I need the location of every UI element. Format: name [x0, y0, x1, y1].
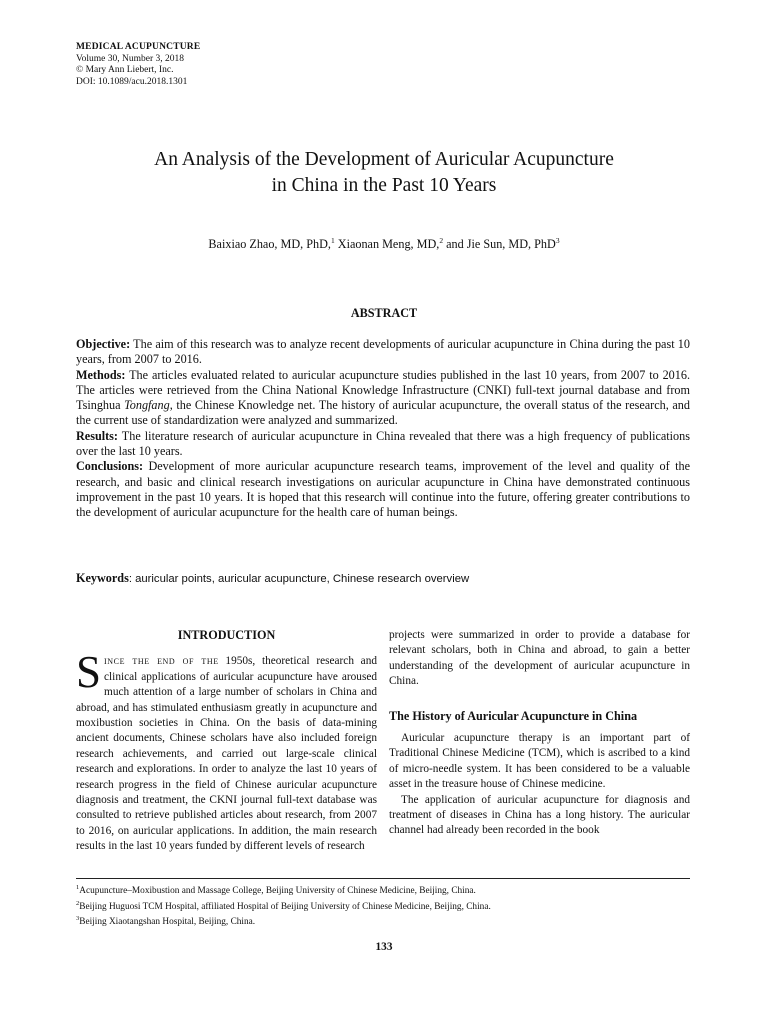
author-3: and Jie Sun, MD, PhD: [443, 237, 556, 252]
keywords-label: Keywords: [76, 571, 129, 585]
results-text: The literature research of auricular acupuncture in China revealed that there was a high frequency of publications over the last 10 years.: [76, 428, 690, 459]
objective-label: Objective:: [76, 337, 131, 351]
keywords-text: : auricular points, auricular acupuncture, Chinese research overview: [128, 573, 470, 585]
column-left: [76, 628, 377, 855]
methods-text: The articles evaluated related to auricular acupuncture studies published in the last 10 years, from 2007 to 2016. The articles were retrieved from the China National Knowledge Infrastructure (CNKI) full-text journal database and from Tsinghua: [76, 367, 690, 413]
history-paragraph-1: Auricular acupuncture therapy is an important part of Traditional Chinese Medicine (TCM), which is ascribed to a kind of micro-needle system. It has been considered to be a valuable asset in the treasure house of Chinese medicine.: [389, 732, 690, 791]
conclusions-text: Development of more auricular acupuncture research teams, improvement of the level and quality of the research, and basic and clinical research investigations on auricular acupuncture in China have demonstrated continuous improvement in the past 10 years. It is hoped that this research will continue into the future, offering greater contributions to the development of auricular acupuncture for the health care of human beings.: [76, 459, 690, 520]
abstract-results: [76, 429, 690, 460]
abstract-body: [76, 337, 690, 521]
footnote-2-marker: 2: [76, 899, 80, 907]
title-line-1: An Analysis of the Development of Auricular Acupuncture: [154, 149, 614, 170]
keywords: [76, 571, 690, 586]
methods-italic-term: Tongfang: [124, 398, 170, 413]
results-label: Results:: [76, 428, 118, 443]
drop-cap: S: [76, 647, 102, 698]
abstract-conclusions: [76, 459, 690, 520]
title-line-2: in China in the Past 10 Years: [271, 175, 497, 196]
footnote-3-marker: 3: [76, 915, 80, 923]
history-paragraph-2: The application of auricular acupuncture for diagnosis and treatment of diseases in China has a long history. The auricular channel had already been recorded in the book: [389, 793, 690, 837]
introduction-paragraph: [76, 647, 377, 854]
article-title: [60, 147, 708, 199]
author-3-affiliation: 3: [555, 236, 560, 245]
journal-header: [76, 42, 200, 88]
footnote-1: [76, 882, 690, 898]
footnotes: [76, 882, 690, 929]
methods-label: Methods:: [76, 367, 126, 382]
footnote-3-text: Beijing Xiaotangshan Hospital, Beijing, China.: [79, 917, 256, 928]
footnote-3: [76, 913, 690, 929]
footnote-2: [76, 898, 690, 914]
intro-text: 1950s, theoretical research and clinical applications of auricular acupuncture have aroused much attention of a large number of scholars in China and abroad, and has stimulated enthusiasm greatly in acupuncture and moxibustion societies in China. On the basis of data-mining ancient documents, Chinese scholars have also included foreign research achievements, and carried out large-scale clinical research and explorations. In order to analyze the last 10 years of research progress in the field of Chinese auricular acupuncture diagnosis and treatment, the CKNI journal full-text database was consulted to retrieve published articles about research, from 2007 to 2016, on auricular applications. In addition, the main research results in the last 10 years funded by different levels of research: [76, 655, 377, 853]
history-heading: The History of Auricular Acupuncture in China: [389, 708, 638, 723]
journal-doi: DOI: 10.1089/acu.2018.1301: [76, 76, 188, 87]
footnote-2-text: Beijing Huguosi TCM Hospital, affiliated Hospital of Beijing University of Chinese Medicine, Beijing, China.: [79, 901, 491, 912]
footnote-1-marker: 1: [76, 884, 80, 891]
author-2-affiliation: 2: [439, 236, 444, 245]
author-2: Xiaonan Meng, MD,: [334, 237, 440, 252]
journal-volume: Volume 30, Number 3, 2018: [76, 53, 185, 64]
conclusions-label: Conclusions:: [76, 459, 144, 474]
abstract-methods: [76, 368, 690, 429]
abstract-heading: ABSTRACT: [350, 306, 418, 320]
author-1: Baixiao Zhao, MD, PhD,: [208, 237, 331, 252]
footnote-divider: [76, 878, 690, 879]
journal-copyright: © Mary Ann Liebert, Inc.: [76, 65, 174, 75]
abstract-objective: [76, 337, 690, 368]
objective-text: The aim of this research was to analyze recent developments of auricular acupuncture in China during the past 10 years, from 2007 to 2016.: [76, 337, 690, 367]
intro-small-caps: ince the end of the: [104, 655, 219, 668]
page-number: 133: [375, 941, 393, 953]
methods-text-continued: , the Chinese Knowledge net. The history of auricular acupuncture, the overall status of the research, and the current use of standardization were analyzed and summarized.: [76, 398, 690, 428]
footnote-1-text: Acupuncture–Moxibustion and Massage College, Beijing University of Chinese Medicine, Beijing, China.: [79, 886, 476, 897]
introduction-heading: INTRODUCTION: [177, 628, 276, 642]
introduction-continued: projects were summarized in order to provide a database for relevant scholars, both in China and abroad, to gain a better understanding of the development of auricular acupuncture in China.: [389, 629, 690, 688]
author-list: [60, 236, 708, 252]
journal-name: MEDICAL ACUPUNCTURE: [76, 42, 201, 52]
author-1-affiliation: 1: [330, 236, 335, 245]
column-right: [389, 628, 690, 839]
